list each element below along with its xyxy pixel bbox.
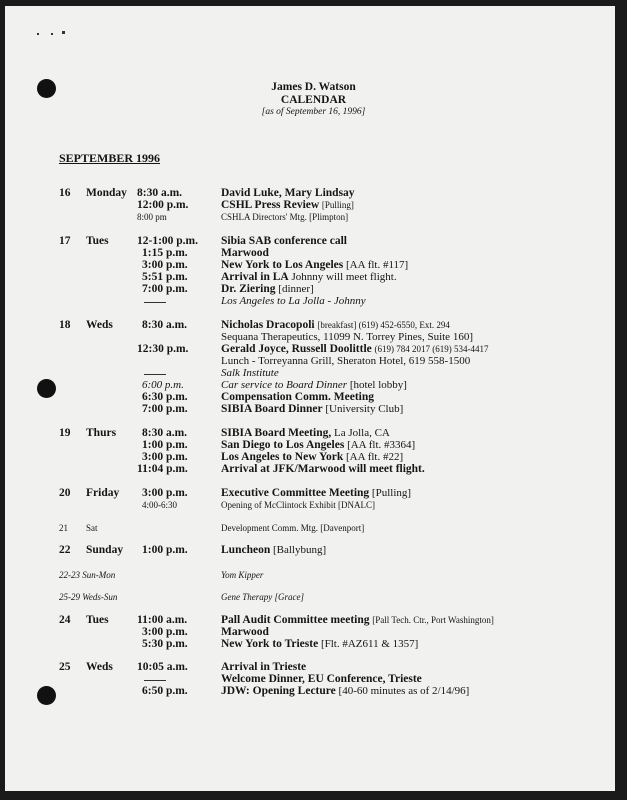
row-event: Lunch - Torreyanna Grill, Sheraton Hotel, 619 558-1500 (221, 355, 471, 367)
calendar-row (0, 626, 627, 638)
time-placeholder-line (144, 673, 166, 681)
row-event: Salk Institute (221, 367, 279, 379)
row-note: [breakfast] (619) 452-6550, Ext. 294 (317, 320, 450, 330)
calendar-row (0, 211, 627, 223)
row-time: 8:30 a.m. (137, 187, 183, 199)
row-note: [Pall Tech. Ctr., Port Washington] (372, 615, 494, 625)
row-note: [AA flt. #117] (346, 259, 409, 271)
calendar-date: [as of September 16, 1996] (261, 107, 366, 117)
time-placeholder-line (144, 367, 166, 375)
calendar-row (0, 403, 627, 415)
row-event: Welcome Dinner, EU Conference, Trieste (221, 673, 422, 685)
calendar-row (0, 451, 627, 463)
row-date: 16 (59, 187, 71, 199)
row-event: Nicholas Dracopoli (221, 319, 315, 331)
row-event: Los Angeles to La Jolla - Johnny (221, 295, 366, 307)
row-note: [University Club] (325, 403, 404, 415)
row-note: [Pulling] (321, 200, 354, 210)
calendar-row (0, 367, 627, 379)
row-event: New York to Trieste (221, 638, 319, 650)
row-event: Arrival in Trieste (221, 661, 307, 673)
calendar-row (0, 427, 627, 439)
row-time: 11:00 a.m. (137, 614, 188, 626)
calendar-row (0, 544, 627, 556)
row-event: New York to Los Angeles (221, 259, 344, 271)
row-note: Johnny will meet flight. (291, 271, 397, 283)
row-event: Dr. Ziering (221, 283, 276, 295)
calendar-row (0, 569, 627, 581)
calendar-row (0, 499, 627, 511)
row-time: 8:30 a.m. (142, 427, 188, 439)
row-note: [Grace] (274, 592, 304, 602)
row-event: San Diego to Los Angeles (221, 439, 345, 451)
row-time: 1:00 p.m. (142, 544, 188, 556)
row-time: 6:50 p.m. (142, 685, 188, 697)
row-event: Gene Therapy (221, 592, 273, 602)
row-event: CSHL Press Review (221, 199, 320, 211)
calendar-row (0, 673, 627, 685)
row-note: [Ballybung] (272, 544, 327, 556)
calendar-row (0, 295, 627, 307)
calendar-row (0, 591, 627, 603)
row-event: Sequana Therapeutics, 11099 N. Torrey Pines, Suite 160] (221, 331, 473, 343)
calendar-row (0, 283, 627, 295)
row-event: Marwood (221, 626, 269, 638)
calendar-row (0, 439, 627, 451)
calendar-row (0, 343, 627, 355)
row-time: 6:30 p.m. (142, 391, 188, 403)
calendar-row (0, 487, 627, 499)
owner-name: James D. Watson (271, 81, 356, 93)
calendar-row (0, 379, 627, 391)
calendar-row (0, 463, 627, 475)
row-event: Los Angeles to New York (221, 451, 344, 463)
row-note: [hotel lobby] (349, 379, 407, 391)
calendar-row (0, 355, 627, 367)
row-event: Pall Audit Committee meeting (221, 614, 370, 626)
row-time: 12:00 p.m. (137, 199, 189, 211)
row-note: [40-60 minutes as of 2/14/96] (338, 685, 470, 697)
row-day: Weds (86, 319, 113, 331)
row-time: 3:00 p.m. (142, 259, 188, 271)
row-event: CSHLA Directors' Mtg. (221, 212, 307, 222)
row-time: 12-1:00 p.m. (137, 235, 199, 247)
row-note: La Jolla, CA (333, 427, 390, 439)
calendar-row (0, 271, 627, 283)
row-note: [Plimpton] (309, 212, 349, 222)
row-time: 6:00 p.m. (142, 379, 184, 391)
row-time: 5:51 p.m. (142, 271, 188, 283)
row-note: [Flt. #AZ611 & 1357] (320, 638, 419, 650)
row-time: 8:30 a.m. (142, 319, 188, 331)
row-day: Thurs (86, 427, 117, 439)
row-date: 17 (59, 235, 71, 247)
row-time: 3:00 p.m. (142, 626, 188, 638)
row-event: SIBIA Board Dinner (221, 403, 323, 415)
row-day: Tues (86, 614, 109, 626)
row-event: SIBIA Board Meeting, (221, 427, 332, 439)
row-time: 4:00-6:30 (142, 500, 177, 510)
row-date: 25 (59, 661, 71, 673)
row-note: [Davenport] (320, 523, 365, 533)
row-note: [DNALC] (338, 500, 375, 510)
calendar-row (0, 614, 627, 626)
row-time: 1:00 p.m. (142, 439, 188, 451)
corner-marks (37, 30, 77, 38)
row-date: 22-23 Sun-Mon (59, 570, 116, 580)
row-event: Gerald Joyce, Russell Doolittle (221, 343, 372, 355)
row-day: Weds (86, 661, 113, 673)
row-date: 24 (59, 614, 71, 626)
row-time: 10:05 a.m. (137, 661, 188, 673)
row-event: Compensation Comm. Meeting (221, 391, 374, 403)
calendar-row (0, 685, 627, 697)
row-date: 21 (59, 523, 68, 533)
row-date: 25-29 Weds-Sun (59, 592, 118, 602)
row-time: 12:30 p.m. (137, 343, 189, 355)
row-event: Marwood (221, 247, 269, 259)
row-event: David Luke, Mary Lindsay (221, 187, 355, 199)
row-day: Tues (86, 235, 109, 247)
row-time: 5:30 p.m. (142, 638, 188, 650)
row-date: 18 (59, 319, 71, 331)
row-event: JDW: Opening Lecture (221, 685, 336, 697)
time-placeholder-line (144, 295, 166, 303)
row-time: 7:00 p.m. (142, 403, 188, 415)
row-date: 20 (59, 487, 71, 499)
row-day: Sunday (86, 544, 124, 556)
row-event: Luncheon (221, 544, 271, 556)
row-event: Yom Kipper (221, 570, 264, 580)
row-note: [AA flt. #3364] (347, 439, 416, 451)
row-time: 7:00 p.m. (142, 283, 188, 295)
row-day: Monday (86, 187, 127, 199)
row-event: Sibia SAB conference call (221, 235, 347, 247)
calendar-row (0, 319, 627, 331)
row-event: Car service to Board Dinner (221, 379, 348, 391)
calendar-title: CALENDAR (280, 93, 347, 106)
calendar-row (0, 638, 627, 650)
row-note: [AA flt. #22] (346, 451, 404, 463)
calendar-row (0, 522, 627, 534)
row-day: Sat (86, 523, 98, 533)
row-time: 11:04 p.m. (137, 463, 188, 475)
row-event: Opening of McClintock Exhibit (221, 500, 336, 510)
row-time: 8:00 pm (137, 212, 167, 222)
row-date: 19 (59, 427, 71, 439)
calendar-header (0, 81, 627, 118)
calendar-row (0, 235, 627, 247)
row-event: Arrival at JFK/Marwood will meet flight. (221, 463, 425, 475)
row-note: [Pulling] (371, 487, 412, 499)
calendar-row (0, 199, 627, 211)
calendar-row (0, 661, 627, 673)
row-time: 3:00 p.m. (142, 487, 188, 499)
row-event: Development Comm. Mtg. (221, 523, 318, 533)
calendar-row (0, 331, 627, 343)
row-note: (619) 784 2017 (619) 534-4417 (374, 344, 489, 354)
row-event: Executive Committee Meeting (221, 487, 370, 499)
row-note: [dinner] (278, 283, 314, 295)
row-time: 1:15 p.m. (142, 247, 188, 259)
row-time: 3:00 p.m. (142, 451, 188, 463)
calendar-row (0, 187, 627, 199)
row-day: Friday (86, 487, 120, 499)
calendar-row (0, 247, 627, 259)
calendar-row (0, 391, 627, 403)
row-date: 22 (59, 544, 71, 556)
row-event: Arrival in LA (221, 271, 289, 283)
calendar-row (0, 259, 627, 271)
month-heading: SEPTEMBER 1996 (59, 151, 161, 165)
